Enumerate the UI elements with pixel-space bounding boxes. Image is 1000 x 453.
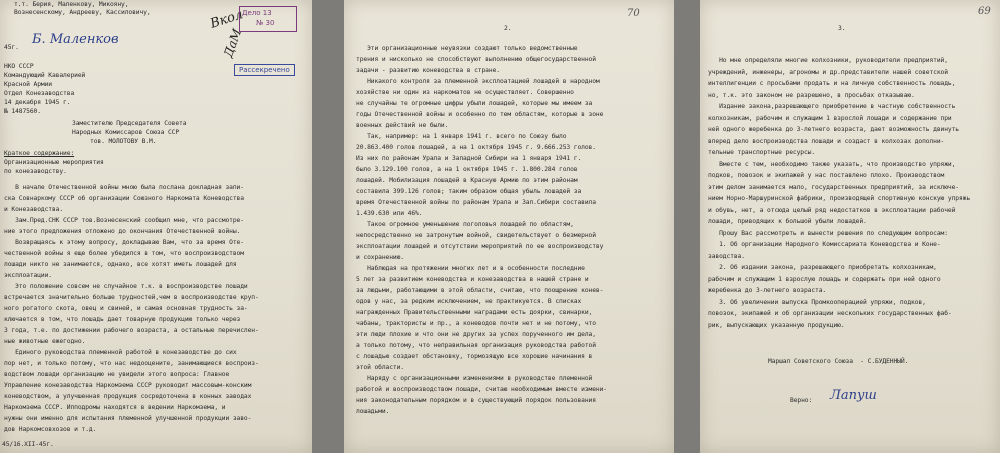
body-line: награжденных Правительственными наградами есть доярки, свинарки, bbox=[356, 309, 593, 316]
body-line: Возвращаясь к этому вопросу, докладываю Вам, что за время Оте- bbox=[4, 239, 244, 246]
body-line: Никакого контроля за племенной эксплоатацией лошадей в народном bbox=[356, 78, 600, 85]
body-line: Такое огромное уменьшение поголовья лошадей по областям, bbox=[356, 221, 574, 228]
body-line: трения и нисколько не способствуют выполнению общегосударственной bbox=[356, 56, 596, 63]
stamp-line-2: № 30 bbox=[256, 19, 275, 27]
body-line: ска Совнаркому СССР об организации Союзного Наркомата Коневодства bbox=[4, 195, 244, 202]
signature-malenkov: Б. Маленков bbox=[32, 32, 119, 47]
body-line: лошадей. Мобилизация лошадей в Красную Армию по этим районам bbox=[356, 177, 578, 184]
body-line: с лошадью создает обстановку, тормозящую все хорошие начинания в bbox=[356, 353, 593, 360]
document-page-3 bbox=[700, 0, 1000, 453]
verified-label: Верно: bbox=[790, 397, 813, 404]
signer-line: Маршал Советского Союза - С.БУДЕННЫЙ. bbox=[768, 358, 909, 365]
archive-stamp bbox=[239, 6, 297, 32]
body-line: чественной войны я еще более убедился в том, что воспроизводством bbox=[4, 250, 244, 257]
body-line: Наркомзема СССР. Ипподромы находятся в ведении Наркомзема, и bbox=[4, 404, 226, 411]
body-line: В начале Отечественной войны мною была послана докладная запи- bbox=[4, 184, 244, 191]
cc-line-2: Вознесенскому, Андрееву, Кассиловичу, bbox=[14, 9, 151, 16]
body-line: Так, например: на 1 января 1941 г. всего по Союзу было bbox=[356, 133, 567, 140]
body-line: водством лошади организацию не увидели этого вопроса: Главное bbox=[4, 371, 230, 378]
body-line: Эти организационные неувязки создают только ведомственные bbox=[356, 45, 578, 52]
body-line: работой и воспроизводством лошади, считаю необходимым вместе измени- bbox=[356, 386, 607, 393]
body-line: эксплоатации лошадей и отсутствии мероприятий по ее воспроизводству bbox=[356, 243, 604, 250]
body-line: рабочим и служащим 1 взрослую лошадь и содержать при ней одного bbox=[708, 275, 941, 283]
body-line: дов Наркомсовхозов и т.д. bbox=[4, 426, 97, 433]
body-line: лошадьми. bbox=[356, 408, 390, 415]
body-line: 20.863.400 голов лошадей, а на 1 октября 1945 г. 9.666.253 голов. bbox=[356, 144, 596, 151]
body-line: Наряду с организационными изменениями в руководстве племенной bbox=[356, 375, 593, 382]
body-line: военных действий не были. bbox=[356, 122, 449, 129]
handwritten-page-number: 69 bbox=[978, 6, 991, 17]
body-line: ние этого предложения отложено до окончания Отечественной войны. bbox=[4, 228, 241, 235]
body-line: Вместе с тем, необходимо также указать, что производство упряжи, bbox=[708, 160, 956, 168]
handwritten-page-number: 70 bbox=[627, 8, 640, 19]
body-line: и Конезаводства. bbox=[4, 206, 64, 213]
to-line-2: Народных Комиссаров Союза ССР bbox=[72, 129, 180, 136]
document-page-1 bbox=[0, 0, 312, 453]
body-line: заводства. bbox=[708, 252, 745, 260]
body-line: ния законодательным порядком и в существующий порядок пользования bbox=[356, 397, 596, 404]
addressee-line-1: НКО СССР bbox=[4, 63, 34, 70]
body-line: хозяйстве ни один из наркоматов не осуществляет. Совершенно bbox=[356, 89, 574, 96]
body-line: встречается значительно больше трудностей,чем в воспроизводстве круп- bbox=[4, 294, 259, 301]
body-line: ключается в том, что лошадь дает товарную продукцию только через bbox=[4, 316, 241, 323]
body-line: жеребенка до 3-летнего возраста. bbox=[708, 287, 827, 294]
body-line: ные животные ежегодно. bbox=[4, 338, 86, 345]
body-line: колхозникам, рабочим и служащим 1 взрослой лошади и содержание при bbox=[708, 114, 952, 122]
body-line: подков, повозок и экипажей у нас поставлено плохо. Производством bbox=[708, 172, 945, 179]
body-line: лошади никто не занимается, однако, все хотят иметь лошадей для bbox=[4, 261, 237, 268]
stamp-line-1: Дело 13 bbox=[242, 9, 272, 17]
page-number: 2. bbox=[504, 25, 512, 32]
body-line: этим делом занимается мало, государственных предприятий, за исключе- bbox=[708, 183, 959, 191]
body-line: лошади, приводящих к большой убыли лошадей. bbox=[708, 218, 867, 225]
body-line: эксплоатации. bbox=[4, 272, 52, 279]
handwritten-scribble: ДаМ bbox=[221, 26, 245, 60]
body-line: 3 года, т.е. по достижении рабочего возраста, а остальные перечислен- bbox=[4, 327, 259, 334]
declassified-stamp: Рассекречено bbox=[234, 64, 295, 76]
body-line: чабаны, трактористы и пр., а коневодов почти нет и не потому, что bbox=[356, 320, 596, 327]
body-line: Из них по районам Урала и Западной Сибири на 1 января 1941 г. bbox=[356, 155, 582, 162]
body-line: Наблюдая на протяжении многих лет и в особенности последние bbox=[356, 265, 585, 272]
body-line: непосредственно не затронутым войной, свидетельствует о безмерной bbox=[356, 232, 596, 239]
body-line: нием Норно-Маршуринской фабрики, производящей спортивную конскую упряжь bbox=[708, 195, 971, 202]
body-line: не случайны те огромные цифры убыли лошадей, которые мы имеем за bbox=[356, 100, 593, 107]
handwritten-note-top: Вкол bbox=[208, 7, 245, 32]
body-line: а только потому, что неправильная организация руководства работой bbox=[356, 342, 596, 349]
body-line: этой области. bbox=[356, 364, 404, 371]
body-line: интеллигенции с просьбами продать и на личную собственность лошадь, bbox=[708, 80, 956, 87]
addressee-line-2: Командующий Кавалерией bbox=[4, 72, 86, 79]
verified-signature: Лапуш bbox=[830, 388, 877, 403]
body-line: одов у нас, за редким исключением, не практикуется. В списках bbox=[356, 298, 582, 305]
body-line: время Отечественной войны по районам Урала и Зап.Сибири составила bbox=[356, 199, 596, 206]
body-line: рик, выпускающих указанную продукцию. bbox=[708, 321, 845, 329]
addressee-line-4: Отдел Конезаводства bbox=[4, 90, 75, 97]
body-line: Зам.Пред.СНК СССР тов.Вознесенский сообщил мне, что рассмотре- bbox=[4, 217, 244, 224]
body-line: за людьми, работающими в этой области, считаю, что поощрение конев- bbox=[356, 287, 604, 294]
body-line: 3. Об увеличении выпуска Промкооперацией упряжи, подков, bbox=[708, 298, 926, 306]
cc-line-1: т.т. Берия, Маленкову, Микояну, bbox=[14, 1, 129, 8]
subject-label: Краткое содержание: bbox=[4, 150, 75, 157]
body-line: Это положение совсем не случайное т.к. в воспроизводстве лошади bbox=[4, 283, 248, 290]
body-line: пор нет, и только потому, что нас недооцените, занимающиеся воспроиз- bbox=[4, 360, 259, 367]
page-number: 3. bbox=[838, 25, 846, 32]
addressee-line-3: Красной Армии bbox=[4, 81, 52, 88]
footer-code: 45/16.XII-45г. bbox=[2, 441, 54, 448]
body-line: эти люди плохие и что они не других за успех порученного им дела, bbox=[356, 331, 596, 338]
body-line: 1.439.630 или 46%. bbox=[356, 210, 423, 217]
addressee-number: № 1487560. bbox=[4, 108, 41, 115]
body-line: учреждений, инженеры, агрономы и др.представители нашей советской bbox=[708, 68, 948, 76]
addressee-date: 14 декабря 1945 г. bbox=[4, 99, 71, 106]
body-line: нужны они именно для испытания племенной улучшенной продукции заво- bbox=[4, 415, 252, 422]
to-line-3: тов. МОЛОТОВУ В.М. bbox=[90, 138, 157, 145]
body-line: ного рогатого скота, овец и свиней, и самая основная трудность за- bbox=[4, 305, 248, 312]
body-line: но, т.к. это законом не разрешено, в просьбах отказываю. bbox=[708, 91, 915, 99]
body-line: было 3.129.100 голов, а на 1 октября 1945 г. 1.800.284 голов bbox=[356, 166, 578, 173]
body-line: ней одного жеребенка до 3-летнего возраста, дает возможность двинуть bbox=[708, 126, 959, 133]
body-line: Управление конезаводства Наркомзема СССР руководит массовым-конским bbox=[4, 382, 252, 389]
page-gap-1 bbox=[312, 0, 344, 453]
body-line: коневодством, а улучшенная продукция сосредоточена в конных заводах bbox=[4, 393, 252, 400]
body-line: годы Отечественной войны и особенно по тем областям, которые в зоне bbox=[356, 111, 604, 118]
body-line: 5 лет за развитием коневодства и конезаводства в нашей стране и bbox=[356, 276, 589, 283]
body-line: повозок, экипажей и об организации нескольких государственных фаб- bbox=[708, 310, 952, 317]
body-line: тельные транспортные ресурсы. bbox=[708, 149, 816, 156]
subject-line-2: по конезаводству. bbox=[4, 168, 67, 175]
ref-number: 45г. bbox=[4, 44, 19, 51]
body-line: составила 399.126 голов; таким образом общая убыль лошадей за bbox=[356, 188, 582, 195]
page-gap-2 bbox=[674, 0, 700, 453]
to-line-1: Заместителю Председателя Совета bbox=[72, 120, 187, 127]
subject-line-1: Организационные мероприятия bbox=[4, 159, 104, 166]
body-line: задачи - развитию коневодства в стране. bbox=[356, 67, 500, 74]
body-line: и сохранению. bbox=[356, 254, 404, 261]
body-line: 1. Об организации Народного Комиссариата Коневодства и Коне- bbox=[708, 241, 941, 248]
body-line: Но мне определяли многие колхозники, руководители предприятий, bbox=[708, 57, 948, 64]
body-line: Издание закона,разрешающего приобретение в частную собственность bbox=[708, 103, 956, 110]
body-line: вперед дело воспроизводства лошади и создаст в колхозах дополни- bbox=[708, 137, 945, 145]
document-page-2 bbox=[344, 0, 674, 453]
body-line: Прошу Вас рассмотреть и вынести решения по следующим вопросам: bbox=[708, 229, 948, 237]
body-line: Единого руководства племенной работой в конезаводстве до сих bbox=[4, 349, 237, 356]
body-line: и обувь, нет, а отсюда целый ряд недостатков в эксплоатации рабочей bbox=[708, 206, 956, 214]
body-line: 2. Об издании закона, разрешающего приобретать колхозникам, bbox=[708, 264, 937, 271]
